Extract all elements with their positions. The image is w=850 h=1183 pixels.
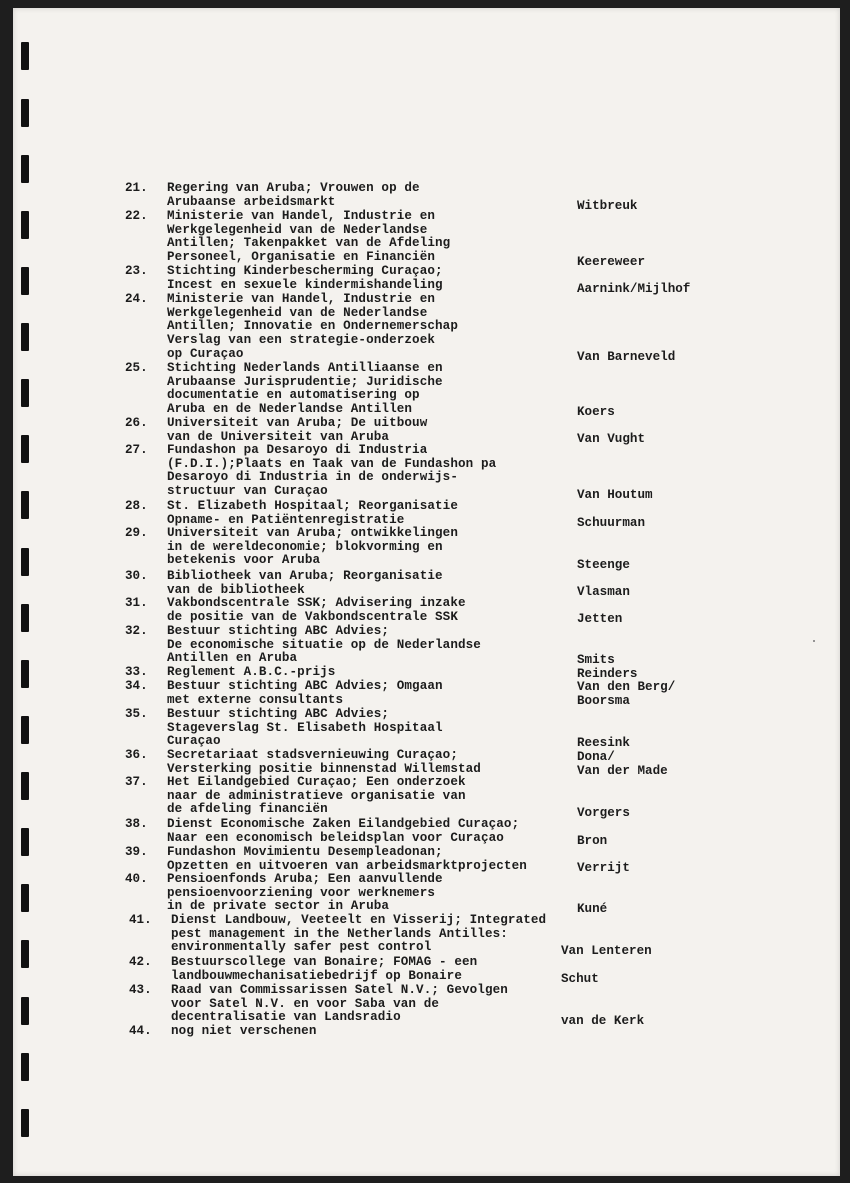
item-title-line: St. Elizabeth Hospitaal; Reorganisatie: [167, 499, 458, 513]
item-title-line: de afdeling financiën: [167, 802, 328, 817]
binding-hole: [21, 604, 29, 632]
item-title-line: in de wereldeconomie; blokvorming en: [167, 539, 443, 554]
binding-hole: [21, 323, 29, 351]
item-number: 33.: [125, 665, 148, 679]
item-title-line: naar de administratieve organisatie van: [167, 788, 466, 803]
item-title-line: Werkgelegenheid van de Nederlandse: [167, 222, 428, 237]
item-author: Van Houtum: [577, 488, 653, 502]
item-title-line: landbouwmechanisatiebedrijf op Bonaire: [171, 968, 462, 983]
item-title-line: Fundashon Movimientu Desempleadonan;: [167, 845, 443, 859]
item-title-line: Opzetten en uitvoeren van arbeidsmarktprojecten: [167, 858, 527, 873]
item-title-line: voor Satel N.V. en voor Saba van de: [171, 996, 440, 1011]
item-author: Reinders: [577, 667, 638, 681]
binding-hole: [21, 940, 29, 968]
item-title-line: van de Universiteit van Aruba: [167, 429, 390, 444]
item-title-line: Reglement A.B.C.-prijs: [167, 665, 336, 679]
item-title-line: Bestuur stichting ABC Advies;: [167, 624, 390, 638]
item-title-line: Antillen en Aruba: [167, 651, 298, 666]
item-title-line: Curaçao: [167, 734, 221, 749]
item-author: Jetten: [577, 612, 623, 626]
item-author: Bron: [577, 834, 608, 848]
item-title-line: Aruba en de Nederlandse Antillen: [167, 402, 413, 417]
binding-hole: [21, 716, 29, 744]
item-title-line: Stichting Kinderbescherming Curaçao;: [167, 264, 443, 278]
paper-speck: [813, 640, 815, 642]
item-number: 30.: [125, 569, 148, 583]
item-title-line: nog niet verschenen: [171, 1024, 317, 1038]
item-title-line: Universiteit van Aruba; ontwikkelingen: [167, 526, 458, 540]
binding-hole: [21, 660, 29, 688]
item-title-line: Fundashon pa Desaroyo di Industria: [167, 443, 428, 457]
item-title-line: Arubaanse Jurisprudentie; Juridische: [167, 374, 443, 389]
item-author: Koers: [577, 405, 615, 419]
binding-hole: [21, 379, 29, 407]
item-title-line: Secretariaat stadsvernieuwing Curaçao;: [167, 748, 458, 762]
item-number: 41.: [129, 913, 152, 927]
item-title-line: Personeel, Organisatie en Financiën: [167, 250, 436, 265]
item-title-line: Incest en sexuele kindermishandeling: [167, 277, 443, 292]
item-title-line: Ministerie van Handel, Industrie en: [167, 292, 436, 306]
item-title-line: Vakbondscentrale SSK; Advisering inzake: [167, 596, 466, 610]
binding-hole: [21, 267, 29, 295]
item-title-line: Stageverslag St. Elisabeth Hospitaal: [167, 720, 443, 735]
item-number: 36.: [125, 748, 148, 762]
item-title-line: Bestuur stichting ABC Advies; Omgaan: [167, 679, 443, 693]
binding-hole: [21, 772, 29, 800]
item-title-line: in de private sector in Aruba: [167, 899, 390, 914]
item-number: 40.: [125, 872, 148, 886]
item-title-line: Antillen; Innovatie en Ondernemerschap: [167, 319, 458, 334]
item-title-line: Ministerie van Handel, Industrie en: [167, 209, 436, 223]
item-author: Witbreuk: [577, 199, 638, 213]
item-number: 23.: [125, 264, 148, 278]
item-title-line: Regering van Aruba; Vrouwen op de: [167, 181, 420, 195]
item-author: Reesink: [577, 736, 630, 750]
item-title-line: pest management in the Netherlands Antilles:: [171, 926, 508, 941]
item-number: 34.: [125, 679, 148, 693]
item-author: Dona/ Van der Made: [577, 750, 668, 778]
item-title-line: Raad van Commissarissen Satel N.V.; Gevolgen: [171, 983, 508, 997]
item-number: 42.: [129, 955, 152, 969]
item-number: 24.: [125, 292, 148, 306]
item-number: 22.: [125, 209, 148, 223]
item-title-line: Werkgelegenheid van de Nederlandse: [167, 305, 428, 320]
item-author: Schut: [561, 972, 599, 986]
item-title-line: Dienst Landbouw, Veeteelt en Visserij; Integrated: [171, 913, 547, 927]
item-title-line: Naar een economisch beleidsplan voor Curaçao: [167, 830, 504, 845]
binding-hole: [21, 211, 29, 239]
item-number: 35.: [125, 707, 148, 721]
item-title-line: op Curaçao: [167, 346, 244, 361]
item-number: 37.: [125, 775, 148, 789]
item-title-line: de positie van de Vakbondscentrale SSK: [167, 609, 458, 624]
binding-hole: [21, 1053, 29, 1081]
binding-hole: [21, 997, 29, 1025]
item-number: 27.: [125, 443, 148, 457]
item-author: Vorgers: [577, 806, 630, 820]
item-author: Schuurman: [577, 516, 646, 530]
item-number: 44.: [129, 1024, 152, 1038]
item-title-line: Opname- en Patiëntenregistratie: [167, 512, 405, 527]
item-number: 43.: [129, 983, 152, 997]
item-author: Kuné: [577, 902, 608, 916]
item-number: 25.: [125, 361, 148, 375]
item-title-line: Stichting Nederlands Antilliaanse en: [167, 361, 443, 375]
item-author: Van Lenteren: [561, 944, 652, 958]
item-author: Verrijt: [577, 861, 630, 875]
item-title-line: (F.D.I.);Plaats en Taak van de Fundashon pa: [167, 456, 497, 471]
binding-hole: [21, 884, 29, 912]
item-author: van de Kerk: [561, 1014, 645, 1028]
item-title-line: Desaroyo di Industria in de onderwijs-: [167, 470, 458, 485]
item-title-line: met externe consultants: [167, 692, 344, 707]
binding-hole: [21, 99, 29, 127]
item-title-line: Versterking positie binnenstad Willemstad: [167, 761, 481, 776]
binding-hole: [21, 1109, 29, 1137]
item-title-line: Bibliotheek van Aruba; Reorganisatie: [167, 569, 443, 583]
item-title-line: Arubaanse arbeidsmarkt: [167, 194, 336, 209]
item-title-line: Dienst Economische Zaken Eilandgebied Curaçao;: [167, 817, 520, 831]
item-title-line: structuur van Curaçao: [167, 484, 328, 499]
item-title-line: Pensioenfonds Aruba; Een aanvullende: [167, 872, 443, 886]
item-number: 29.: [125, 526, 148, 540]
item-title-line: Bestuur stichting ABC Advies;: [167, 707, 390, 721]
binding-hole: [21, 42, 29, 70]
item-number: 21.: [125, 181, 148, 195]
item-title-line: betekenis voor Aruba: [167, 553, 321, 568]
item-number: 31.: [125, 596, 148, 610]
binding-hole: [21, 828, 29, 856]
item-number: 38.: [125, 817, 148, 831]
item-title-line: documentatie en automatisering op: [167, 388, 420, 403]
binding-hole: [21, 435, 29, 463]
item-author: Keereweer: [577, 255, 646, 269]
binding-hole: [21, 491, 29, 519]
item-title-line: environmentally safer pest control: [171, 940, 432, 955]
item-number: 28.: [125, 499, 148, 513]
item-author: Steenge: [577, 558, 630, 572]
item-author: Smits: [577, 653, 615, 667]
item-title-line: Verslag van een strategie-onderzoek: [167, 333, 436, 348]
item-title-line: Bestuurscollege van Bonaire; FOMAG - een: [171, 955, 478, 969]
item-author: Van Barneveld: [577, 350, 676, 364]
item-title-line: van de bibliotheek: [167, 582, 305, 597]
item-number: 26.: [125, 416, 148, 430]
item-author: Van den Berg/ Boorsma: [577, 680, 676, 708]
item-title-line: decentralisatie van Landsradio: [171, 1010, 401, 1025]
item-title-line: pensioenvoorziening voor werknemers: [167, 885, 436, 900]
item-title-line: Universiteit van Aruba; De uitbouw: [167, 416, 428, 430]
item-title-line: Antillen; Takenpakket van de Afdeling: [167, 236, 451, 251]
item-title-line: De economische situatie op de Nederlandse: [167, 637, 481, 652]
item-author: Aarnink/Mijlhof: [577, 282, 691, 296]
item-title-line: Het Eilandgebied Curaçao; Een onderzoek: [167, 775, 466, 789]
binding-hole: [21, 155, 29, 183]
item-number: 39.: [125, 845, 148, 859]
binding-hole: [21, 548, 29, 576]
item-author: Vlasman: [577, 585, 630, 599]
item-number: 32.: [125, 624, 148, 638]
item-author: Van Vught: [577, 432, 646, 446]
